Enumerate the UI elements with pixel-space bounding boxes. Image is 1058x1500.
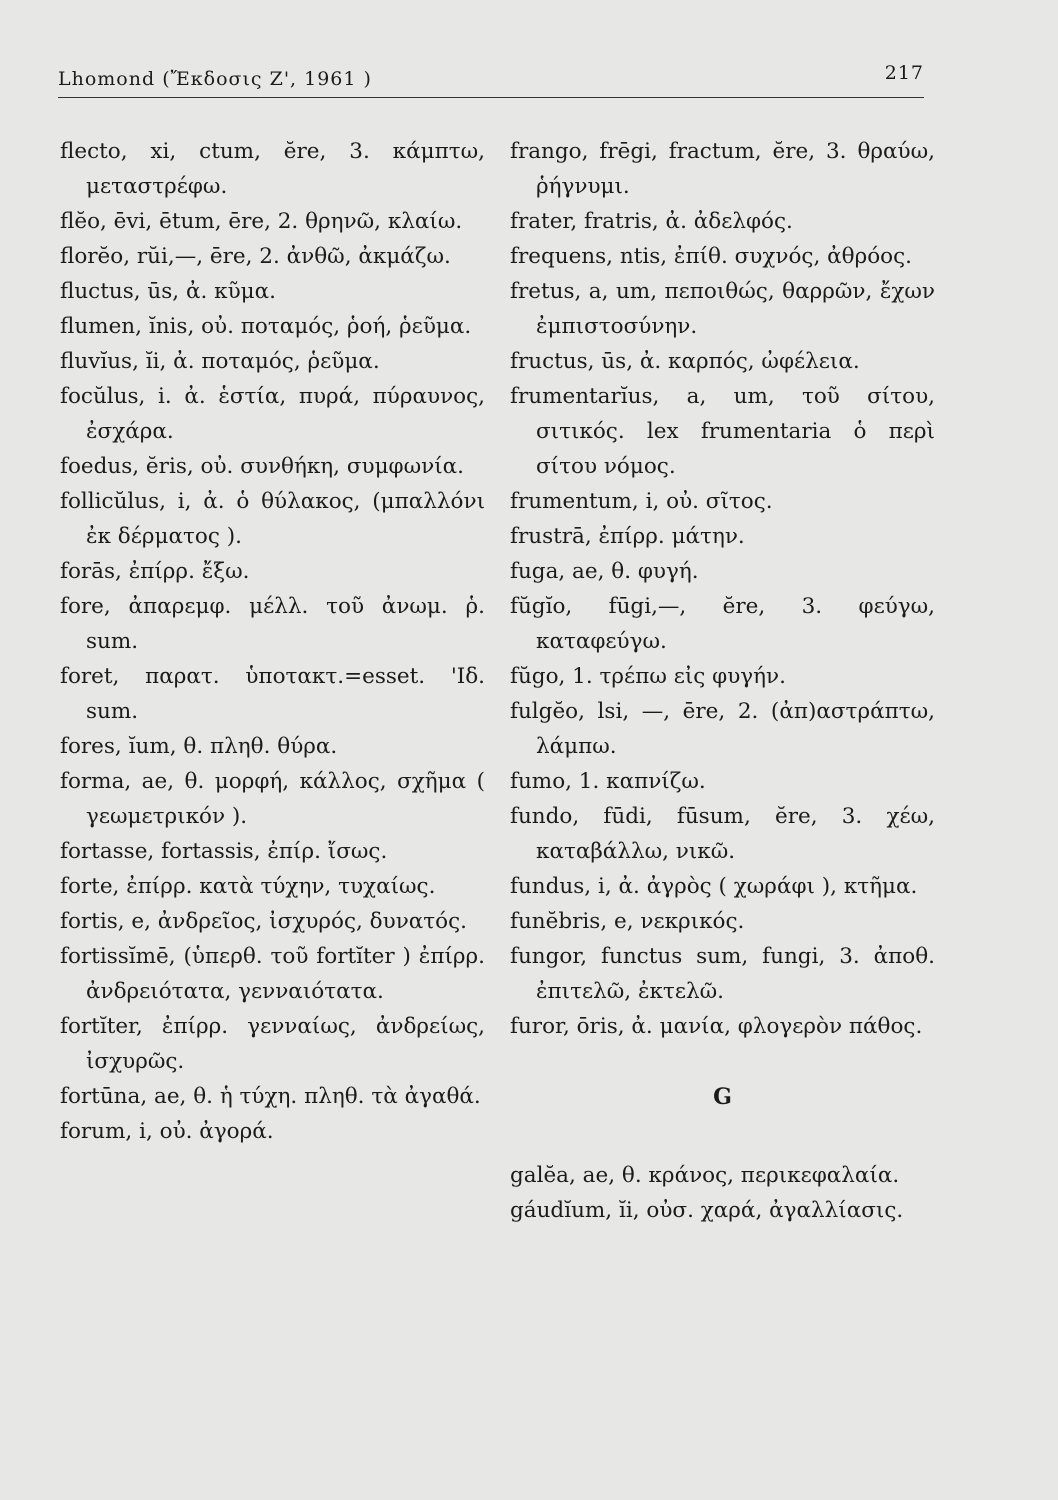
dictionary-entry: fungor, functus sum, fungi, 3. ἀποθ. ἐπιτελῶ, ἐκτελῶ. [510, 944, 935, 1004]
page-number: 217 [884, 62, 924, 84]
dictionary-entry: forma, ae, θ. μορφή, κάλλος, σχῆμα ( γεωμετρικόν ). [60, 769, 485, 829]
dictionary-entry: flĕo, ēvi, ētum, ēre, 2. θρηνῶ, κλαίω. [60, 209, 463, 234]
dictionary-entry: follicŭlus, i, ἀ. ὁ θύλακος, (μπαλλόνι ἐκ δέρματος ). [60, 489, 485, 549]
dictionary-entry: fŭgo, 1. τρέπω εἰς φυγήν. [510, 664, 786, 689]
dictionary-entry: fretus, a, um, πεποιθώς, θαρρῶν, ἔχων ἐμπιστοσύνην. [510, 279, 935, 339]
dictionary-entry: frango, frēgi, fractum, ĕre, 3. θραύω, ῥήγνυμι. [510, 139, 935, 199]
left-column [60, 134, 485, 1149]
dictionary-entry: frumentum, i, οὐ. σῖτος. [510, 489, 773, 514]
dictionary-entry: forās, ἐπίρρ. ἔξω. [60, 559, 250, 584]
dictionary-entry: focŭlus, i. ἀ. ἑστία, πυρά, πύραυνος, ἐσχάρα. [60, 384, 485, 444]
dictionary-entry: fortūna, ae, θ. ἡ τύχη. πληθ. τὰ ἀγαθά. [60, 1084, 481, 1109]
dictionary-entry: fortissĭmē, (ὑπερθ. τοῦ fortĭter ) ἐπίρρ. ἀνδρειότατα, γενναιότατα. [60, 944, 485, 1004]
dictionary-entry: fuga, ae, θ. φυγή. [510, 559, 699, 584]
running-title: Lhomond (Ἔκδοσις Ζ', 1961 ) [58, 68, 372, 90]
dictionary-entry: fluvĭus, ĭi, ἀ. ποταμός, ῥεῦμα. [60, 349, 380, 374]
dictionary-entry: fŭgĭo, fūgi,—, ĕre, 3. φεύγω, καταφεύγω. [510, 594, 935, 654]
dictionary-entry: fortĭter, ἐπίρρ. γενναίως, ἀνδρείως, ἰσχυρῶς. [60, 1014, 485, 1074]
dictionary-entry: frumentarĭus, a, um, τοῦ σίτου, σιτικός. lex frumentaria ὁ περὶ σίτου νόμος. [510, 384, 935, 479]
dictionary-entry: foret, παρατ. ὑποτακτ.=esset. 'Ιδ. sum. [60, 664, 485, 724]
dictionary-entry: fructus, ūs, ἀ. καρπός, ὠφέλεια. [510, 349, 860, 374]
right-column [510, 134, 935, 1228]
page-header [58, 62, 924, 96]
dictionary-entry: furor, ōris, ἀ. μανία, φλογερὸν πάθος. [510, 1014, 923, 1039]
dictionary-entry: fumo, 1. καπνίζω. [510, 769, 706, 794]
dictionary-entry: frater, fratris, ἀ. ἀδελφός. [510, 209, 793, 234]
dictionary-entry: flecto, xi, ctum, ĕre, 3. κάμπτω, μεταστρέφω. [60, 139, 485, 199]
dictionary-entry: fulgĕo, lsi, —, ēre, 2. (ἀπ)αστράπτω, λάμπω. [510, 699, 935, 759]
dictionary-entry: funĕbris, e, νεκρικός. [510, 909, 745, 934]
dictionary-entry: fluctus, ūs, ἀ. κῦμα. [60, 279, 276, 304]
dictionary-entry: fore, ἀπαρεμφ. μέλλ. τοῦ ἀνωμ. ῥ. sum. [60, 594, 485, 654]
dictionary-entry: gáudĭum, ĭi, οὐσ. χαρά, ἀγαλλίασις. [510, 1198, 904, 1223]
dictionary-entry: forte, ἐπίρρ. κατὰ τύχην, τυχαίως. [60, 874, 436, 899]
dictionary-entry: fortasse, fortassis, ἐπίρ. ἴσως. [60, 839, 388, 864]
dictionary-entry: fundo, fūdi, fūsum, ĕre, 3. χέω, καταβάλλω, νικῶ. [510, 804, 935, 864]
header-rule [58, 97, 924, 98]
dictionary-entry: flumen, ĭnis, οὐ. ποταμός, ῥοή, ῥεῦμα. [60, 314, 472, 339]
dictionary-entry: frequens, ntis, ἐπίθ. συχνός, ἀθρόος. [510, 244, 912, 269]
dictionary-entry: galĕa, ae, θ. κράνος, περικεφαλαία. [510, 1163, 900, 1188]
dictionary-entry: fundus, i, ἀ. ἀγρὸς ( χωράφι ), κτῆμα. [510, 874, 918, 899]
dictionary-entry: frustrā, ἐπίρρ. μάτην. [510, 524, 745, 549]
section-letter-heading: G [713, 1084, 732, 1110]
dictionary-entry: fortis, e, ἀνδρεῖος, ἰσχυρός, δυνατός. [60, 909, 467, 934]
dictionary-entry: forum, i, οὐ. ἀγορά. [60, 1119, 274, 1144]
dictionary-entry: foedus, ĕris, οὐ. συνθήκη, συμφωνία. [60, 454, 464, 479]
dictionary-entry: fores, ĭum, θ. πληθ. θύρα. [60, 734, 338, 759]
dictionary-entry: florĕo, rŭi,—, ēre, 2. ἀνθῶ, ἀκμάζω. [60, 244, 451, 269]
